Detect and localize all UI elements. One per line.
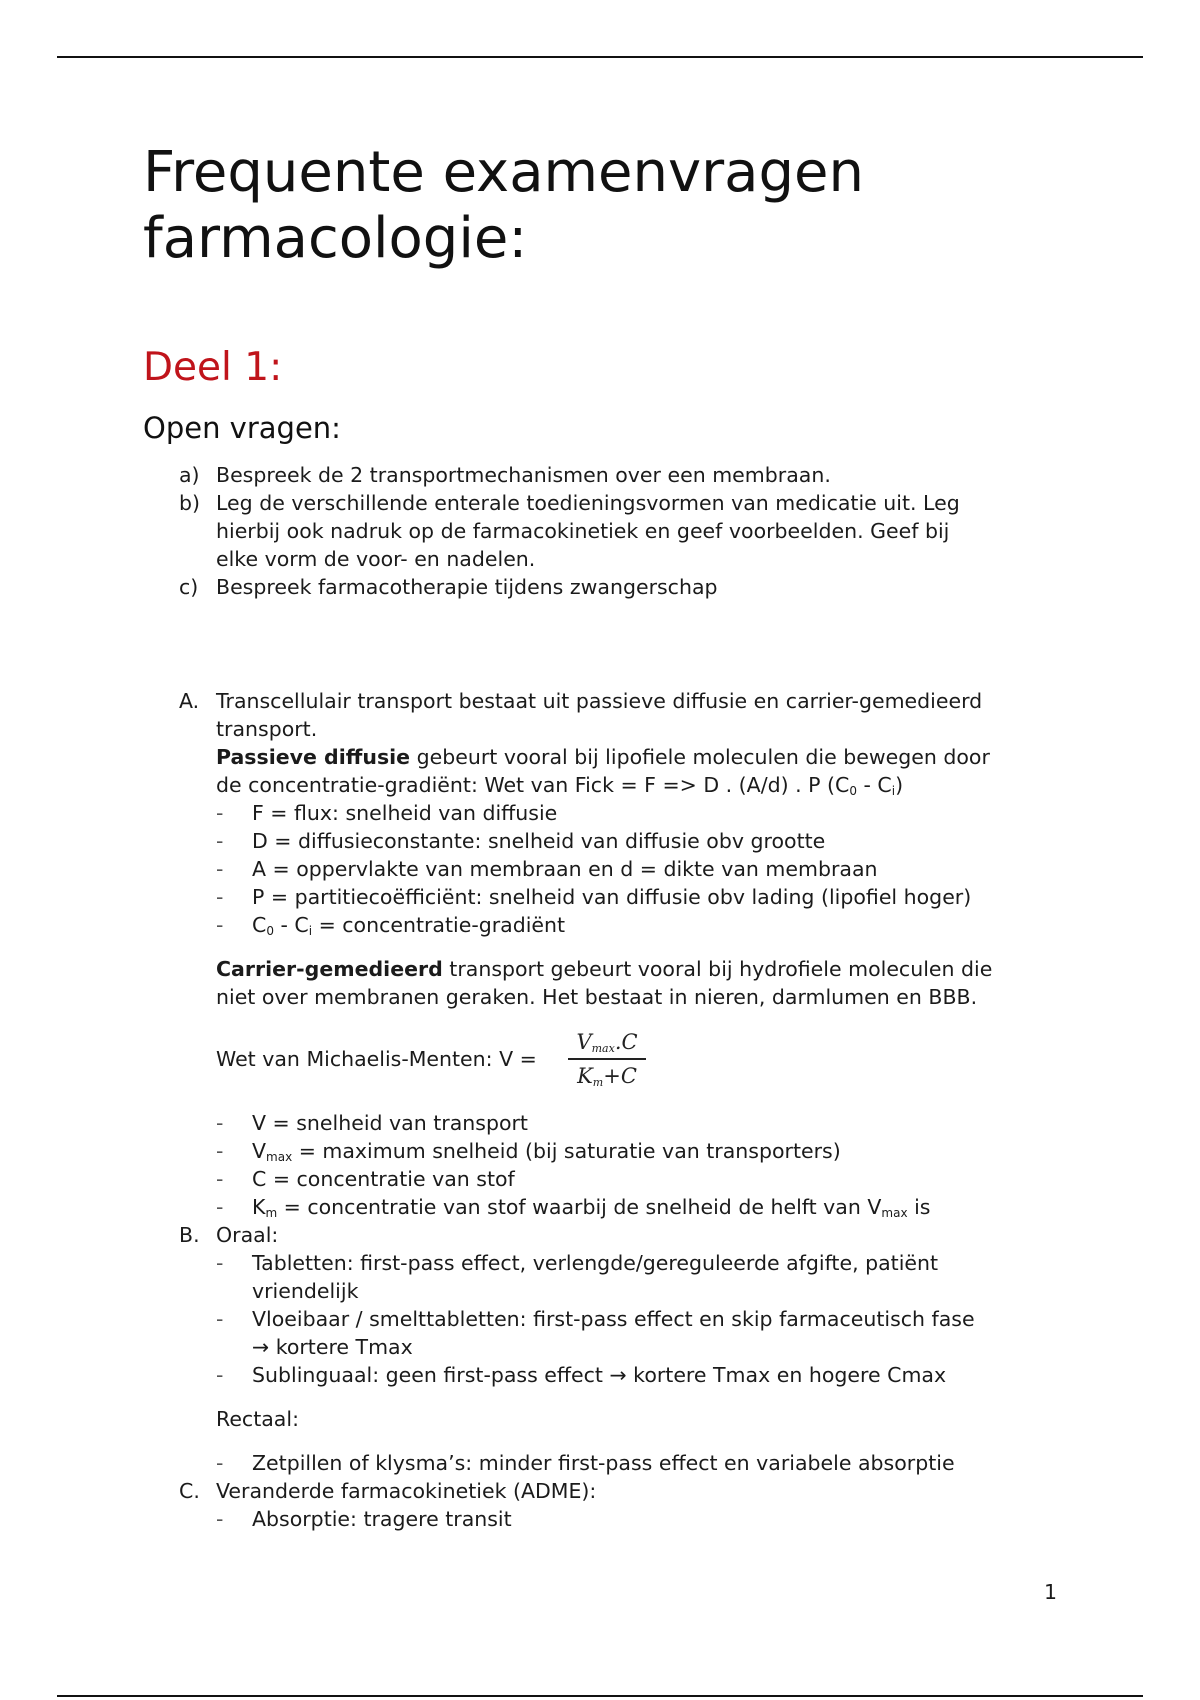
answer-text: Transcellulair transport bestaat uit passieve diffusie en carrier-gemedieerd <box>216 689 983 713</box>
subscript: i <box>891 784 896 798</box>
symbol: +C <box>603 1063 637 1088</box>
question-marker: a) <box>179 463 200 487</box>
bold-term: Passieve diffusie <box>216 745 411 769</box>
subscript: m <box>265 1206 278 1220</box>
bullet: - <box>216 1451 224 1475</box>
subscript: max <box>266 1150 293 1164</box>
subscript: 0 <box>266 924 274 938</box>
answer-text: Veranderde farmacokinetiek (ADME): <box>216 1479 597 1503</box>
list-item: Sublinguaal: geen first-pass effect → kortere Tmax en hogere Cmax <box>252 1363 947 1387</box>
question-text: hierbij ook nadruk op de farmacokinetiek en geef voorbeelden. Geef bij <box>216 519 950 543</box>
bullet: - <box>216 857 224 881</box>
subscript: max <box>591 1042 615 1055</box>
answer-text: transport gebeurt vooral bij hydrofiele moleculen die <box>442 957 993 981</box>
answer-text: ) <box>895 773 904 797</box>
bullet: - <box>216 829 224 853</box>
list-item: A = oppervlakte van membraan en d = dikte van membraan <box>252 857 878 881</box>
passive-diffusion-paragraph <box>216 743 990 771</box>
header-rule <box>57 56 1143 58</box>
footer-rule <box>57 1695 1143 1697</box>
list-item <box>252 1109 528 1137</box>
title-line-2: farmacologie: <box>143 206 528 271</box>
answer-text: - C <box>857 773 892 797</box>
answer-marker: A. <box>179 689 200 713</box>
bullet: - <box>216 1251 224 1275</box>
formula-numerator <box>568 1027 646 1057</box>
answer-marker: B. <box>179 1223 200 1247</box>
michaelis-menten-label: Wet van Michaelis-Menten: V = <box>216 1047 537 1071</box>
fick-law-line <box>216 771 903 799</box>
bold-term: Carrier-gemedieerd <box>216 957 443 981</box>
bullet: - <box>216 885 224 909</box>
bullet: - <box>216 1139 224 1163</box>
question-text: Bespreek de 2 transportmechanismen over een membraan. <box>216 463 831 487</box>
list-item-continuation: → kortere Tmax <box>252 1335 413 1359</box>
question-text: Bespreek farmacotherapie tijdens zwangerschap <box>216 575 718 599</box>
rectal-label: Rectaal: <box>216 1407 299 1431</box>
symbol: V <box>576 1030 592 1054</box>
michaelis-menten-formula <box>568 1027 646 1091</box>
bullet: - <box>216 1167 224 1191</box>
page-number: 1 <box>1043 1580 1057 1604</box>
list-item <box>252 911 565 939</box>
section-title: Deel 1: <box>143 345 283 390</box>
subscript: max <box>881 1206 908 1220</box>
symbol: K <box>577 1063 593 1088</box>
symbol: V <box>252 1139 267 1163</box>
question-marker: b) <box>179 491 201 515</box>
subscript: m <box>592 1075 604 1089</box>
bullet: - <box>216 1363 224 1387</box>
bullet: - <box>216 801 224 825</box>
bullet: - <box>216 1195 224 1219</box>
answer-text: = concentratie-gradiënt <box>312 913 566 937</box>
question-text: elke vorm de voor- en nadelen. <box>216 547 536 571</box>
bullet: - <box>216 1507 224 1531</box>
answer-text: de concentratie-gradiënt: Wet van Fick = F => D . (A/d) . P (C <box>216 773 850 797</box>
answer-text: C = concentratie van stof <box>252 1167 515 1191</box>
list-item: Zetpillen of klysma’s: minder first-pass effect en variabele absorptie <box>252 1451 955 1475</box>
answer-marker: C. <box>179 1479 200 1503</box>
list-item: D = diffusieconstante: snelheid van diffusie obv grootte <box>252 829 826 853</box>
title-line-1: Frequente examenvragen <box>143 140 864 205</box>
question-text: Leg de verschillende enterale toedieningsvormen van medicatie uit. Leg <box>216 491 960 515</box>
answer-text: = concentratie van stof waarbij de snelheid de helft van V <box>277 1195 882 1219</box>
subscript: 0 <box>849 784 857 798</box>
oral-label: Oraal: <box>216 1223 279 1247</box>
answer-text: gebeurt vooral bij lipofiele moleculen die bewegen door <box>410 745 990 769</box>
open-questions-heading: Open vragen: <box>143 411 341 445</box>
formula-denominator <box>568 1061 646 1091</box>
list-item-continuation: vriendelijk <box>252 1279 359 1303</box>
list-item: P = partitiecoëfficiënt: snelheid van diffusie obv lading (lipofiel hoger) <box>252 885 972 909</box>
list-item <box>252 1193 930 1221</box>
carrier-paragraph <box>216 955 992 983</box>
list-item: Tabletten: first-pass effect, verlengde/gereguleerde afgifte, patiënt <box>252 1251 939 1275</box>
answer-text: transport. <box>216 717 318 741</box>
symbol: - C <box>273 913 309 937</box>
bullet: - <box>216 1111 224 1135</box>
answer-text: is <box>907 1195 931 1219</box>
bullet: - <box>216 1307 224 1331</box>
question-marker: c) <box>179 575 199 599</box>
list-item <box>252 1165 515 1193</box>
bullet: - <box>216 913 224 937</box>
list-item <box>252 1137 841 1165</box>
answer-text: = maximum snelheid (bij saturatie van transporters) <box>292 1139 841 1163</box>
fraction-bar <box>568 1058 646 1060</box>
list-item: Absorptie: tragere transit <box>252 1507 512 1531</box>
symbol: C <box>252 913 267 937</box>
list-item: F = flux: snelheid van diffusie <box>252 801 558 825</box>
symbol: .C <box>614 1030 638 1054</box>
answer-text: niet over membranen geraken. Het bestaat in nieren, darmlumen en BBB. <box>216 985 978 1009</box>
subscript: i <box>308 924 313 938</box>
page-title <box>143 140 864 272</box>
answer-text: V = snelheid van transport <box>252 1111 528 1135</box>
symbol: K <box>252 1195 266 1219</box>
list-item: Vloeibaar / smelttabletten: first-pass effect en skip farmaceutisch fase <box>252 1307 975 1331</box>
